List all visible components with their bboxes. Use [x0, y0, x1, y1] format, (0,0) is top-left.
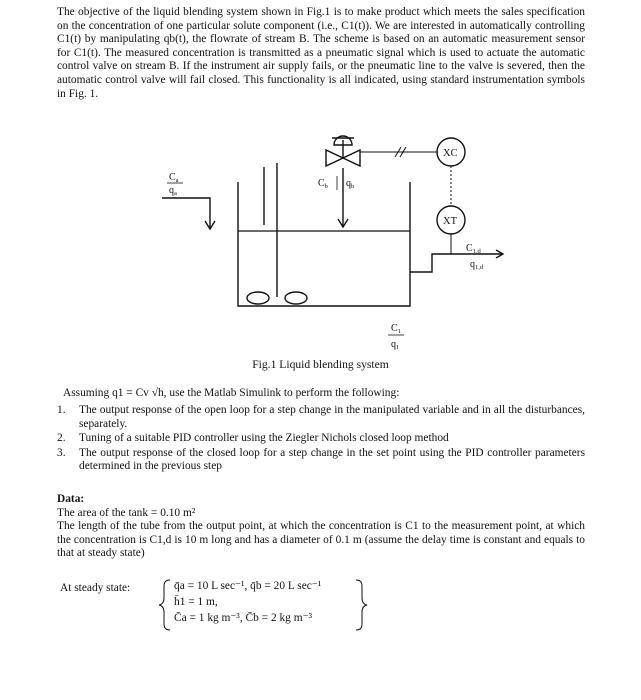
xt-label: XT — [443, 216, 457, 227]
tank-area-line: The area of the tank = 0.10 m² — [57, 506, 196, 519]
task-number: 3. — [57, 446, 66, 459]
outlet-pipe — [410, 254, 503, 272]
impeller-right — [285, 292, 307, 304]
task-text: The output response of the open loop for a step change in the manipulated variable and in all the disturbances, separately. — [79, 404, 585, 430]
measured-conc-label: $C_{1,d}$ — [466, 243, 481, 255]
transmitter-xt-circle — [437, 206, 465, 234]
steady-state-flows: q̄a = 10 L sec⁻¹, q̄b = 20 L sec⁻¹ — [174, 580, 322, 592]
task-number: 1. — [57, 404, 66, 416]
figure-caption: Fig.1 Liquid blending system — [252, 358, 389, 371]
steady-state-height: h̄1 = 1 m, — [174, 596, 218, 608]
stream-a-flow-label: $q_a$ — [169, 185, 177, 197]
task-item — [57, 447, 585, 474]
measured-flow-label: $q_{1,d}$ — [470, 259, 484, 271]
assumption-line — [63, 387, 399, 399]
task-item — [57, 432, 585, 446]
assumption-suffix: , use the Matlab Simulink to perform the following: — [163, 387, 400, 399]
task-text: Tuning of a suitable PID controller using the Ziegler Nichols closed loop method — [79, 432, 449, 445]
impeller-left — [247, 292, 269, 304]
assumption-prefix: Assuming — [63, 387, 110, 399]
stream-a-conc-label: $C_a$ — [169, 172, 179, 184]
stream-b-flow-label: $q_b$ — [346, 178, 355, 190]
steady-state-values — [174, 578, 321, 626]
tank-outline — [238, 182, 410, 306]
data-section — [57, 493, 585, 561]
steady-state-concentrations: C̄a = 1 kg m⁻³, C̄b = 2 kg m⁻³ — [174, 612, 313, 624]
steady-state-label: At steady state: — [60, 582, 131, 594]
control-valve — [326, 150, 343, 166]
task-text: The output response of the closed loop for a step change in the set point using the PID controller parameters determined in the previous step — [79, 446, 585, 473]
task-number: 2. — [57, 432, 66, 445]
outlet-flow-label: $q_1$ — [391, 339, 400, 351]
stream-a-line — [162, 198, 210, 228]
outlet-conc-label: $C_1$ — [391, 323, 401, 335]
xc-label: XC — [443, 148, 458, 159]
task-list — [57, 404, 585, 475]
data-heading: Data: — [57, 493, 85, 505]
controller-xc-circle — [437, 138, 465, 166]
task-item — [57, 404, 585, 431]
tube-description: The length of the tube from the output point, at which the concentration is C1 to the measurement point, at which the concentration is C1,d is 10 m long and has a diameter of 0.1 m (assume the delay time is constant and equals to that at steady state) — [57, 520, 585, 560]
stream-b-conc-label: $C_b$ — [318, 178, 328, 190]
intro-paragraph: The objective of the liquid blending system shown in Fig.1 is to make product which meets the sales specification on the concentration of one particular solute component (i.e., C1(t)). We are interested in automatically controlling C1(t) by manipulating qb(t), the flowrate of stream B. The scheme is based on an automatic measurement sensor for C1(t). The measured concentration is transmitted as a pneumatic signal which is used to actuate the automatic control valve on stream B. If the instrument air supply fails, or the pneumatic line to the valve is severed, then the automatic control valve will fail closed. This functionality is all indicated, using standard instrumentation symbols in Fig. 1. — [57, 6, 585, 100]
assumption-equation: q1 = Cv √h — [112, 387, 164, 399]
